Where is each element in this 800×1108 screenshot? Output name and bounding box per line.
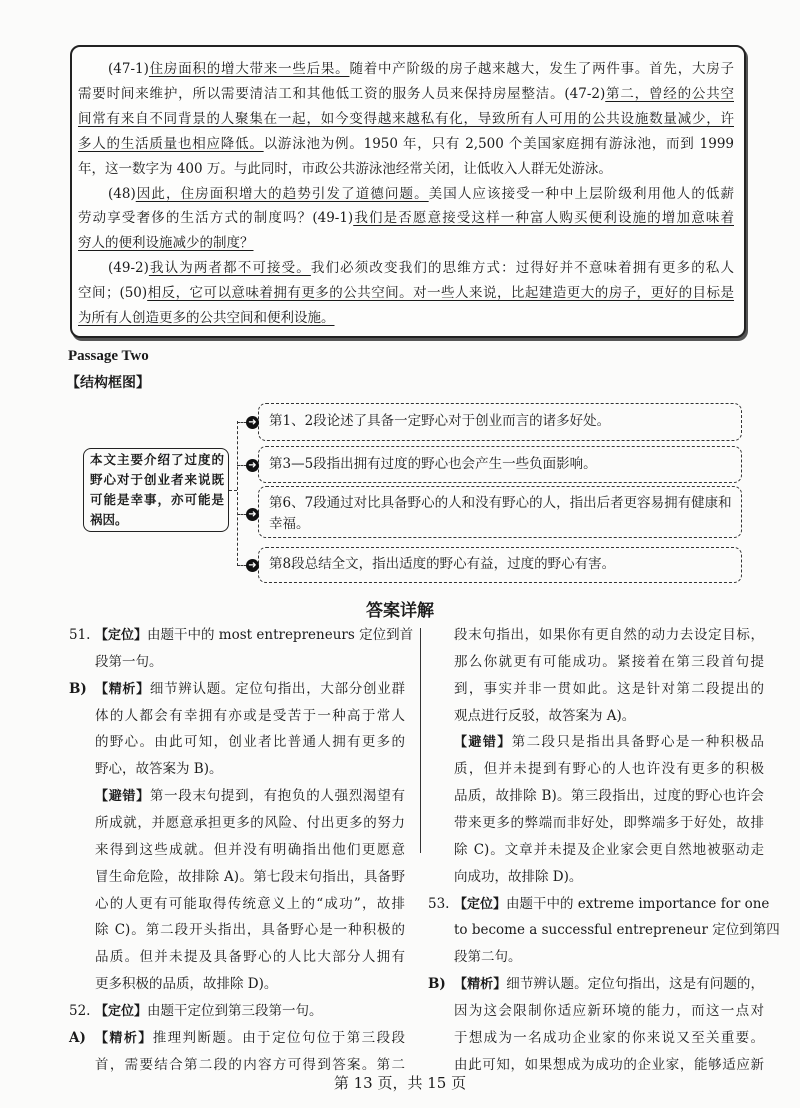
translation-line bbox=[78, 82, 734, 106]
text-segment: 冒生命危险，故排除 A)。第七段末句指出，具备野 bbox=[95, 868, 405, 885]
text-segment: 劳动享受奢侈的生活方式的制度吗？(49-1) bbox=[78, 210, 354, 227]
text-segment: 段末句指出，如果你有更自然的动力去设定目标， bbox=[454, 627, 764, 643]
answer-line bbox=[454, 650, 764, 674]
answer-line bbox=[95, 784, 405, 808]
translation-line bbox=[108, 256, 734, 280]
answer-line bbox=[95, 918, 405, 942]
column-divider bbox=[420, 628, 421, 853]
question-label: 52. bbox=[69, 1002, 91, 1019]
text-segment: 由题干定位到第三段第一句。 bbox=[147, 1002, 323, 1019]
text-segment: 由此可知，如果想成为成功的企业家，能够适应新 bbox=[454, 1056, 764, 1073]
text-segment: 细节辨认题。定位句指出，这是有问题的， bbox=[506, 976, 764, 993]
connector-line bbox=[229, 490, 237, 491]
structure-point-box: 第8段总结全文，指出适度的野心有益，过度的野心有害。 bbox=[258, 547, 742, 583]
passage-two-heading: Passage Two bbox=[68, 348, 149, 364]
structure-point-box: 第6、7段通过对比具备野心的人和没有野心的人，指出后者更容易拥有健康和幸福。 bbox=[258, 486, 742, 538]
answer-line bbox=[95, 838, 405, 862]
text-segment: 首，需要结合第二段的内容方可得到答案。第二 bbox=[95, 1056, 405, 1073]
answer-line bbox=[95, 945, 405, 969]
text-segment: 的野心。由此可知，创业者比普通人拥有更多的 bbox=[95, 734, 405, 751]
answer-line bbox=[454, 677, 764, 701]
translation-line bbox=[78, 157, 734, 181]
text-segment: 质，但并未提到有野心的人也许没有更多的积极 bbox=[454, 761, 764, 778]
structure-point-box: 第3—5段指出拥有过度的野心也会产生一些负面影响。 bbox=[258, 446, 742, 483]
text-segment: 由题干中的 extreme importance for one bbox=[506, 895, 770, 912]
text-segment: 年，这一数字为 400 万。与此同时，市政公共游泳池经常关闭，让低收入人群无处游泳。 bbox=[78, 160, 612, 177]
question-label: 53. bbox=[428, 895, 450, 912]
text-segment: 需要时间来维护，所以需要清洁工和其他低工资的服务人员来保持房屋整洁。(47-2) bbox=[78, 85, 606, 102]
translation-line bbox=[108, 57, 734, 81]
text-segment: 带来更多的弊端而非好处，即弊端多于好处，故排 bbox=[454, 814, 764, 831]
text-segment: 品质。但并未提及具备野心的人比大部分人拥有 bbox=[95, 949, 405, 966]
answer-line bbox=[454, 865, 764, 889]
text-segment: 因为这会限制你适应新环境的能力，而这一点对 bbox=[454, 1002, 764, 1019]
section-tag: 【精析】 bbox=[454, 977, 507, 993]
underlined-key-sentence: 相反，它可以意味着拥有更多的公共空间。对一些人来说，比起建造更大的房子，更好的目标是 bbox=[147, 285, 735, 302]
underlined-key-sentence: 因此，住房面积增大的趋势引发了道德问题。 bbox=[135, 185, 429, 202]
answer-line bbox=[95, 811, 405, 835]
question-label: B) bbox=[428, 976, 446, 993]
text-segment: 来得到这些成就。但并没有明确指出他们更愿意 bbox=[95, 841, 405, 858]
answer-line bbox=[95, 999, 405, 1023]
arrow-right-icon: ➜ bbox=[246, 559, 259, 572]
arrow-right-icon: ➜ bbox=[246, 459, 259, 472]
text-segment: 细节辨认题。定位句指出，大部分创业群 bbox=[149, 680, 405, 697]
answer-line bbox=[454, 757, 764, 781]
connector-line bbox=[237, 421, 238, 566]
text-segment: 到，事实并非一贯如此。这是针对第二段提出的 bbox=[454, 680, 764, 697]
answer-line bbox=[454, 892, 770, 916]
section-tag: 【定位】 bbox=[95, 628, 148, 643]
text-segment: 除 C)。文章并未提及企业家会更自然地被驱动走 bbox=[454, 841, 764, 858]
answer-line bbox=[95, 865, 405, 889]
text-segment: 由题干中的 most entrepreneurs 定位到首 bbox=[147, 627, 414, 643]
translation-line bbox=[78, 107, 734, 131]
text-segment: 空间；(50) bbox=[78, 285, 148, 302]
answer-line bbox=[454, 730, 764, 754]
text-segment: (49-2) bbox=[108, 260, 149, 277]
underlined-key-sentence: 住房面积的增大带来一些后果。 bbox=[148, 61, 350, 77]
underlined-key-sentence: 为所有人创造更多的公共空间和便利设施。 bbox=[78, 310, 335, 326]
text-segment: 段第二句。 bbox=[454, 949, 522, 966]
answer-line bbox=[454, 623, 764, 647]
text-segment: 品质，故排除 B)。第三段指出，过度的野心也许会 bbox=[454, 788, 764, 805]
underlined-key-sentence: 我认为两者都不可接受。 bbox=[148, 260, 311, 277]
answer-line bbox=[95, 677, 405, 701]
text-segment: 所成就，并愿意承担更多的风险、付出更多的努力 bbox=[95, 814, 405, 831]
answer-line bbox=[95, 972, 405, 996]
translation-line bbox=[78, 206, 734, 230]
text-segment: 推理判断题。由于定位句位于第三段段 bbox=[152, 1029, 405, 1046]
text-segment: 我们必须改变我们的思维方式：过得好并不意味着拥有更多的私人 bbox=[310, 260, 735, 277]
underlined-key-sentence: 多人的生活质量也相应降低。 bbox=[78, 135, 264, 152]
text-segment: 心的人更有可能取得传统意义上的“成功”，故排 bbox=[95, 895, 405, 912]
answer-line bbox=[454, 784, 764, 808]
answer-line bbox=[95, 1026, 405, 1050]
text-segment: 随着中产阶级的房子越来越大，发生了两件事。首先，大房子 bbox=[349, 61, 735, 77]
text-segment: 观点进行反驳，故答案为 A)。 bbox=[454, 707, 636, 724]
section-tag: 【精析】 bbox=[95, 681, 150, 697]
answer-line bbox=[454, 972, 764, 996]
answer-line bbox=[95, 704, 405, 728]
question-label: A) bbox=[69, 1029, 86, 1046]
text-segment: 那么你就更有可能成功。紧接着在第三段首句提 bbox=[454, 653, 764, 670]
question-label: 51. bbox=[69, 627, 91, 643]
structure-diagram-heading: 【结构框图】 bbox=[66, 375, 150, 391]
answer-line bbox=[454, 838, 764, 862]
underlined-key-sentence: 我们是否愿意接受这样一种富人购买便利设施的增加意味着 bbox=[353, 210, 734, 227]
text-segment: (47-1) bbox=[108, 61, 149, 77]
text-segment: 第一段末句提到，有抱负的人强烈渴望有 bbox=[149, 788, 405, 805]
text-segment: 体的人都会有幸拥有亦或是受苦于一种高于常人 bbox=[95, 707, 405, 724]
section-tag: 【避错】 bbox=[95, 789, 150, 805]
passage-one-translation-box bbox=[70, 45, 746, 338]
question-label: B) bbox=[69, 680, 87, 697]
translation-line bbox=[78, 306, 734, 330]
translation-line bbox=[78, 231, 734, 255]
text-segment: 美国人应该接受一种中上层阶级利用他人的低薪 bbox=[428, 185, 735, 202]
answer-line bbox=[454, 945, 764, 969]
text-segment: 向成功，故排除 D)。 bbox=[454, 868, 583, 885]
answer-line bbox=[95, 623, 414, 647]
answer-line bbox=[95, 892, 405, 916]
section-tag: 【定位】 bbox=[454, 896, 507, 912]
text-segment: (48) bbox=[108, 185, 136, 202]
text-segment: 野心，故答案为 B)。 bbox=[95, 761, 223, 778]
text-segment: 于想成为一名成功企业家的你来说又至关重要。 bbox=[454, 1029, 764, 1046]
answer-line bbox=[95, 730, 405, 754]
translation-line bbox=[108, 182, 734, 206]
underlined-key-sentence: 穷人的便利设施减少的制度？ bbox=[78, 235, 254, 252]
answer-line bbox=[454, 999, 764, 1023]
translation-line bbox=[78, 281, 734, 305]
section-tag: 【精析】 bbox=[95, 1030, 153, 1046]
underlined-key-sentence: 第二，曾经的公共空 bbox=[605, 85, 734, 102]
arrow-right-icon: ➜ bbox=[246, 416, 259, 429]
answer-line bbox=[454, 1026, 764, 1050]
answer-line bbox=[95, 650, 405, 674]
section-tag: 【避错】 bbox=[454, 735, 512, 751]
text-segment: 除 C)。第二段开头指出，具备野心是一种积极的 bbox=[95, 922, 405, 939]
text-segment: to become a successful entrepreneur 定位到第四 bbox=[454, 922, 780, 939]
arrow-right-icon: ➜ bbox=[246, 508, 259, 521]
page-number: 第 13 页，共 15 页 bbox=[333, 1074, 467, 1092]
answer-line bbox=[454, 704, 764, 728]
main-idea-box: 本文主要介绍了过度的野心对于创业者来说既可能是幸事，亦可能是祸因。 bbox=[83, 448, 229, 532]
text-segment: 以游泳池为例。1950 年，只有 2,500 个美国家庭拥有游泳池，而到 1999 bbox=[263, 135, 734, 152]
text-segment: 更多积极的品质，故排除 D)。 bbox=[95, 976, 278, 993]
structure-point-box: 第1、2段论述了具备一定野心对于创业而言的诸多好处。 bbox=[258, 403, 742, 441]
underlined-key-sentence: 间常有来自不同背景的人聚集在一起，如今变得越来越私有化，导致所有人可用的公共设施数量减少，许 bbox=[78, 110, 734, 127]
answer-line bbox=[95, 757, 405, 781]
text-segment: 段第一句。 bbox=[95, 653, 163, 670]
section-tag: 【定位】 bbox=[95, 1003, 148, 1019]
answer-line bbox=[454, 918, 780, 942]
translation-line bbox=[78, 132, 734, 156]
answers-heading: 答案详解 bbox=[366, 601, 434, 621]
answer-line bbox=[454, 811, 764, 835]
text-segment: 第二段只是指出具备野心是一种积极品 bbox=[511, 734, 764, 751]
